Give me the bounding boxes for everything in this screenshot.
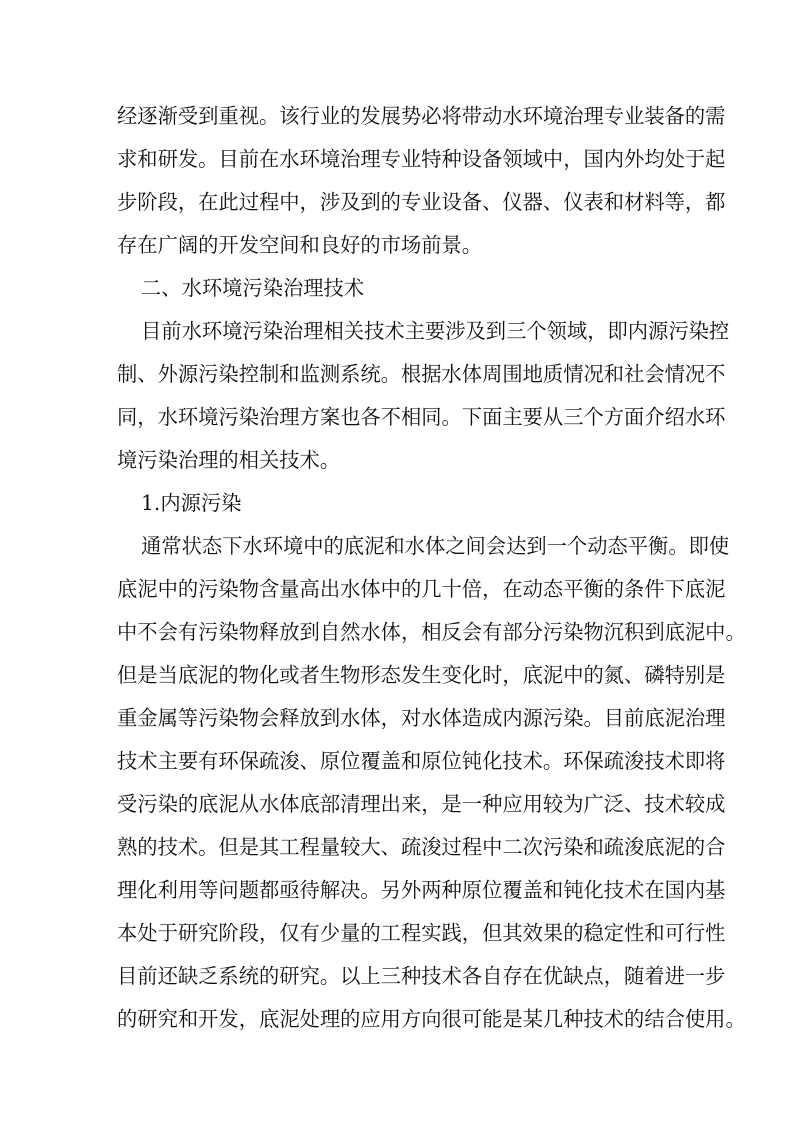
- paragraph-3-line-1: 通常状态下水环境中的底泥和水体之间会达到一个动态平衡。即使: [141, 534, 730, 558]
- paragraph-3-line-11: 目前还缺乏系统的研究。以上三种技术各自存在优缺点，随着进一步: [117, 964, 726, 988]
- paragraph-3-line-12: 的研究和开发，底泥处理的应用方向很可能是某几种技术的结合使用。: [117, 1007, 746, 1031]
- paragraph-2-line-4: 境污染治理的相关技术。: [117, 448, 341, 472]
- paragraph-1-line-3: 步阶段，在此过程中，涉及到的专业设备、仪器、仪表和材料等，都: [117, 190, 726, 214]
- paragraph-1-line-4: 存在广阔的开发空间和良好的市场前景。: [117, 233, 483, 257]
- paragraph-3-line-5: 重金属等污染物会释放到水体，对水体造成内源污染。目前底泥治理: [117, 706, 726, 730]
- paragraph-2-line-2: 制、外源污染控制和监测系统。根据水体周围地质情况和社会情况不: [117, 362, 726, 386]
- paragraph-3-line-9: 理化利用等问题都亟待解决。另外两种原位覆盖和钝化技术在国内基: [117, 878, 726, 902]
- paragraph-1-line-1: 经逐渐受到重视。该行业的发展势必将带动水环境治理专业装备的需: [117, 104, 726, 128]
- subsection-heading-1: 1.内源污染: [141, 491, 242, 515]
- section-heading-2: 二、水环境污染治理技术: [141, 276, 365, 300]
- paragraph-3-line-10: 本处于研究阶段，仅有少量的工程实践，但其效果的稳定性和可行性: [117, 921, 726, 945]
- paragraph-3-line-6: 技术主要有环保疏浚、原位覆盖和原位钝化技术。环保疏浚技术即将: [117, 749, 726, 773]
- paragraph-3-line-8: 熟的技术。但是其工程量较大、疏浚过程中二次污染和疏浚底泥的合: [117, 835, 726, 859]
- paragraph-1-line-2: 求和研发。目前在水环境治理专业特种设备领域中，国内外均处于起: [117, 147, 726, 171]
- paragraph-2-line-1: 目前水环境污染治理相关技术主要涉及到三个领域，即内源污染控: [141, 319, 730, 343]
- paragraph-3-line-4: 但是当底泥的物化或者生物形态发生变化时，底泥中的氮、磷特别是: [117, 663, 726, 687]
- paragraph-2-line-3: 同，水环境污染治理方案也各不相同。下面主要从三个方面介绍水环: [117, 405, 726, 429]
- paragraph-3-line-2: 底泥中的污染物含量高出水体中的几十倍，在动态平衡的条件下底泥: [117, 577, 726, 601]
- paragraph-3-line-7: 受污染的底泥从水体底部清理出来，是一种应用较为广泛、技术较成: [117, 792, 726, 816]
- paragraph-3-line-3: 中不会有污染物释放到自然水体，相反会有部分污染物沉积到底泥中。: [117, 620, 746, 644]
